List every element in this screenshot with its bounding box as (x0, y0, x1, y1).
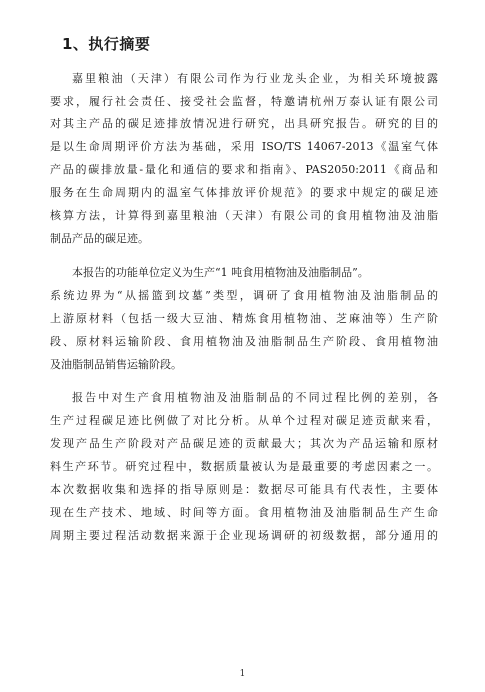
paragraph-1-line-2: 要求，履行社会责任、接受社会监督，特邀请杭州万泰认证有限公司 (50, 95, 438, 108)
paragraph-2-line-3: 上游原材料（包括一级大豆油、精炼食用植物油、芝麻油等）生产阶 (50, 312, 438, 325)
paragraph-1-line-1: 嘉里粮油（天津）有限公司作为行业龙头企业，为相关环境披露 (72, 72, 438, 85)
paragraph-3-line-3: 发现产品生产阶段对产品碳足迹的贡献最大；其次为产品运输和原材 (50, 437, 438, 450)
paragraph-2-line-1: 本报告的功能单位定义为生产“1 吨食用植物油及油脂制品”。 (72, 266, 369, 279)
section-heading: 1、执行摘要 (62, 35, 151, 53)
paragraph-1-line-5: 产品的碳排放量-量化和通信的要求和指南》、PAS2050:2011《商品和 (50, 163, 438, 176)
paragraph-1-line-6: 服务在生命周期内的温室气体排放评价规范》的要求中规定的碳足迹 (50, 186, 438, 199)
paragraph-1-line-7: 核算方法，计算得到嘉里粮油（天津）有限公司的食用植物油及油脂 (50, 209, 438, 222)
paragraph-1-line-3: 对其主产品的碳足迹排放情况进行研究，出具研究报告。研究的目的 (50, 117, 438, 130)
paragraph-3-line-4: 料生产环节。研究过程中，数据质量被认为是最重要的考虑因素之一。 (50, 460, 438, 473)
paragraph-3-line-6: 现在生产技术、地域、时间等方面。食用植物油及油脂制品生产生命 (50, 506, 438, 519)
paragraph-1-line-8: 制品产品的碳足迹。 (50, 232, 149, 245)
paragraph-3-line-2: 生产过程碳足迹比例做了对比分析。从单个过程对碳足迹贡献来看， (50, 414, 438, 427)
paragraph-2-line-5: 及油脂制品销售运输阶段。 (50, 358, 182, 371)
page-number: 1 (239, 669, 246, 679)
paragraph-3-line-7: 周期主要过程活动数据来源于企业现场调研的初级数据，部分通用的 (50, 529, 438, 542)
paragraph-3-line-1: 报告中对生产食用植物油及油脂制品的不同过程比例的差别，各 (72, 391, 438, 404)
paragraph-2-line-2: 系统边界为“从摇篮到坟墓”类型，调研了食用植物油及油脂制品的 (50, 289, 438, 302)
paragraph-2-line-4: 段、原材料运输阶段、食用植物油及油脂制品生产阶段、食用植物油 (50, 335, 438, 348)
paragraph-3-line-5: 本次数据收集和选择的指导原则是：数据尽可能具有代表性，主要体 (50, 483, 438, 496)
paragraph-1-line-4: 是以生命周期评价方法为基础，采用 ISO/TS 14067-2013《温室气体 (50, 140, 438, 153)
